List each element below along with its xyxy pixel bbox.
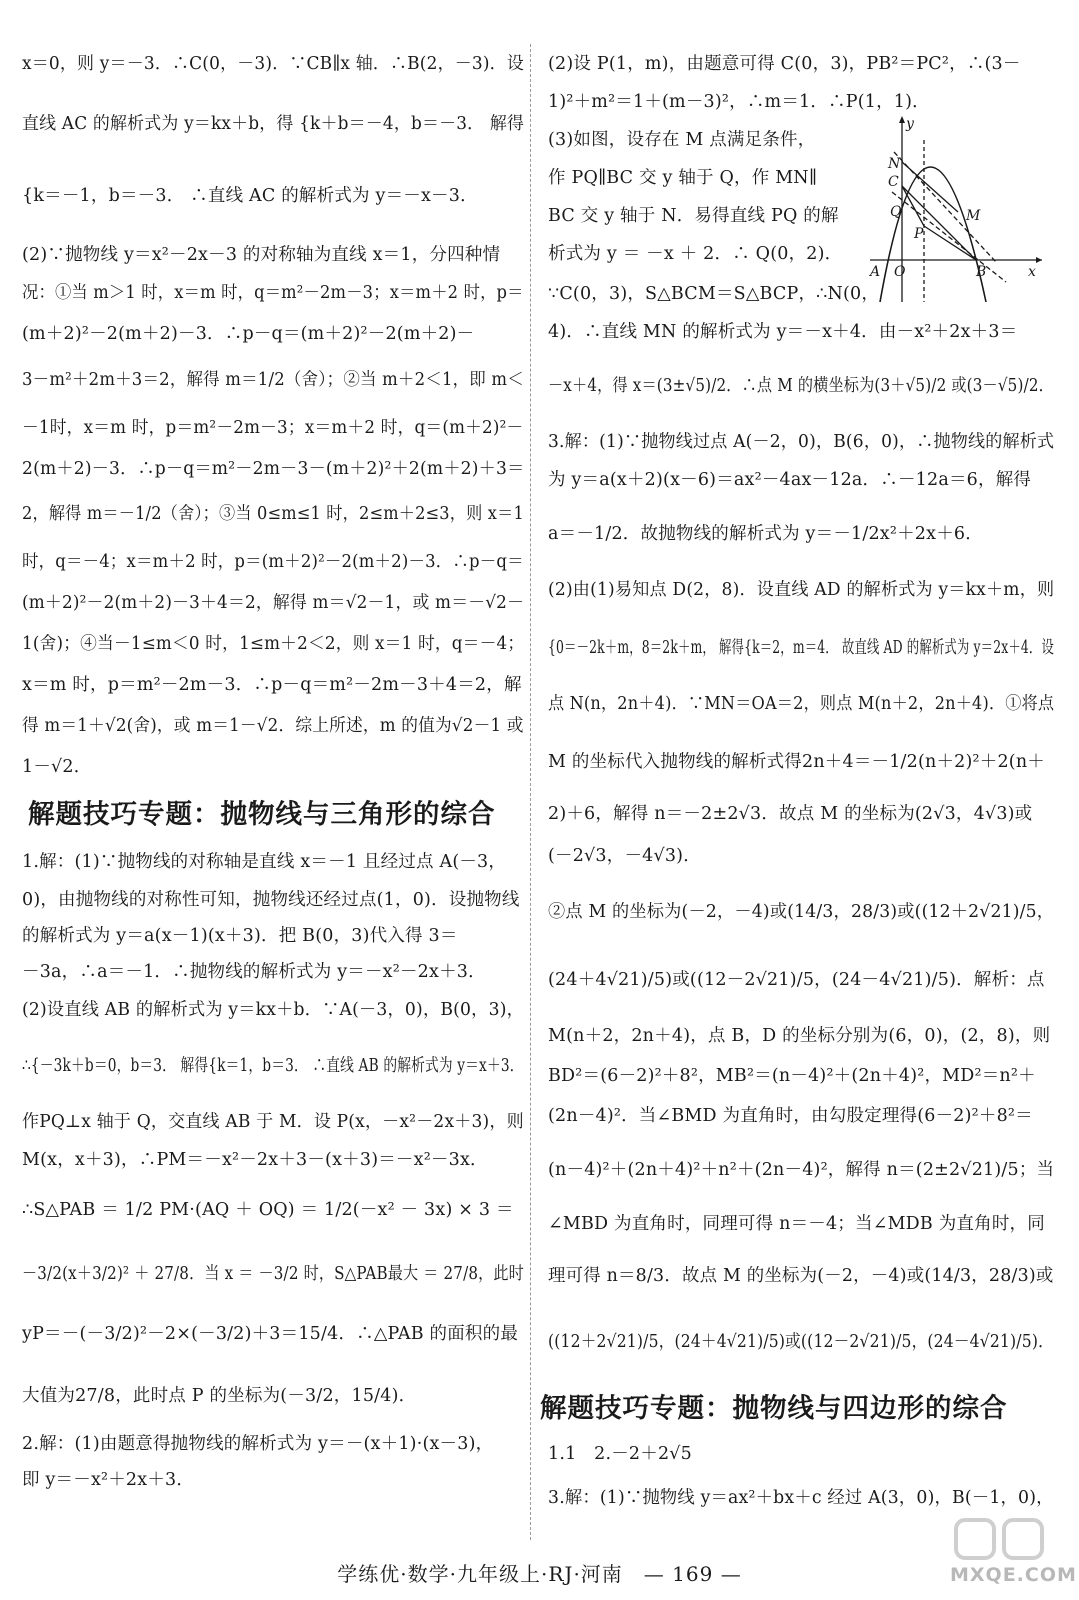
text-line: ②点 M 的坐标为(－2，－4)或(14/3，28/3)或((12＋2√21)/5， [548, 902, 1055, 922]
text-line: 1(舍)；④当－1≤m＜0 时，1≤m＋2＜2，则 x＝1 时，q＝－4； [22, 634, 525, 654]
text-line: 4)．∴直线 MN 的解析式为 y＝－x＋4．由－x²＋2x＋3＝ [548, 322, 1018, 342]
text-line: 大值为27/8，此时点 P 的坐标为(－3/2，15/4)． [22, 1386, 417, 1406]
text-line: BD²＝(6－2)²＋8²，MB²＝(n－4)²＋(2n＋4)²，MD²＝n²＋ [548, 1066, 1036, 1086]
text-line: 理可得 n＝8/3．故点 M 的坐标为(－2，－4)或(14/3，28/3)或 [548, 1266, 1054, 1286]
watermark [950, 1514, 1077, 1596]
text-line: ((12＋2√21)/5，(24＋4√21)/5)或((12－2√21)/5，(24－4√21)/5)． [548, 1332, 1054, 1352]
text-line: (2)∵抛物线 y＝x²－2x－3 的对称轴为直线 x＝1，分四种情 [22, 245, 501, 265]
label-x: x [1028, 264, 1036, 280]
text-line: M 的坐标代入抛物线的解析式得2n＋4＝－1/2(n＋2)²＋2(n＋ [548, 752, 1045, 772]
label-b: B [976, 264, 987, 280]
text-line: 2(m＋2)－3．∴p－q＝m²－2m－3－(m＋2)²＋2(m＋2)＋3＝ [22, 459, 525, 479]
segment-cp [902, 186, 924, 226]
text-line: －3/2(x＋3/2)² ＋ 27/8．当 x ＝ －3/2 时，S△PAB最大 ＝ 27/8，此时 [22, 1264, 524, 1284]
text-line: ∴S△PAB ＝ 1/2 PM·(AQ ＋ OQ) ＝ 1/2(－x² － 3x) × 3 ＝ [22, 1200, 514, 1220]
text-line: (2n－4)²．当∠BMD 为直角时，由勾股定理得(6－2)²＋8²＝ [548, 1106, 1033, 1126]
text-line: 3－m²＋2m＋3＝2，解得 m＝1/2（舍）；②当 m＋2＜1，即 m＜ [22, 370, 524, 390]
watermark-text: MXQE.COM [950, 1564, 1077, 1586]
text-line: 3.解：(1)∵抛物线过点 A(－2，0)，B(6，0)，∴抛物线的解析式 [548, 432, 1055, 452]
text-line: 作 PQ∥BC 交 y 轴于 Q，作 MN∥ [548, 168, 818, 188]
text-line: yP＝－(－3/2)²－2×(－3/2)＋3＝15/4．∴△PAB 的面积的最 [22, 1324, 519, 1344]
text-line: 2)＋6，解得 n＝－2±2√3．故点 M 的坐标为(2√3，4√3)或 [548, 804, 1033, 824]
text-line: x＝m 时，p＝m²－2m－3．∴p－q＝m²－2m－3＋4＝2，解 [22, 675, 522, 695]
text-line: 2，解得 m＝－1/2（舍）；③当 0≤m≤1 时，2≤m＋2≤3，则 x＝1 [22, 504, 524, 524]
text-line: (24＋4√21)/5)或((12－2√21)/5，(24－4√21)/5)．解析：点 [548, 970, 1045, 990]
text-line: 作PQ⊥x 轴于 Q，交直线 AB 于 M．设 P(x，－x²－2x＋3)，则 [22, 1112, 524, 1132]
watermark-logo-icon [950, 1514, 1050, 1564]
text-line: (2)设 P(1，m)，由题意可得 C(0，3)，PB²＝PC²，∴(3－ [548, 54, 1021, 74]
label-p: P [914, 226, 924, 242]
text-line: ∵C(0，3)，S△BCM＝S△BCP，∴N(0， [548, 284, 880, 304]
text-line: (2)由(1)易知点 D(2，8)．设直线 AD 的解析式为 y＝kx＋m，则 [548, 580, 1055, 600]
text-line: 1.解：(1)∵抛物线的对称轴是直线 x＝－1 且经过点 A(－3， [22, 852, 507, 872]
text-line: (2)设直线 AB 的解析式为 y＝kx＋b．∵A(－3，0)，B(0，3)， [22, 1000, 524, 1020]
text-line: 0)，由抛物线的对称性可知，抛物线还经过点(1，0)．设抛物线 [22, 890, 520, 910]
section-title: 解题技巧专题：抛物线与四边形的综合 [540, 1393, 1008, 1424]
column-divider [530, 44, 531, 1540]
text-line: 即 y＝－x²＋2x＋3． [22, 1470, 195, 1490]
text-line: {k＝－1，b＝－3． ∴直线 AC 的解析式为 y＝－x－3． [22, 186, 478, 206]
label-o: O [894, 264, 906, 280]
text-line: －1时，x＝m 时，p＝m²－2m－3；x＝m＋2 时，q＝(m＋2)²－ [22, 418, 524, 438]
label-a: A [870, 264, 881, 280]
text-line: a＝－1/2．故抛物线的解析式为 y＝－1/2x²＋2x＋6． [548, 524, 983, 544]
y-axis-arrow [899, 116, 905, 123]
text-line: 1)²＋m²＝1＋(m－3)²，∴m＝1．∴P(1，1)． [548, 92, 930, 112]
label-n: N [888, 156, 901, 172]
text-line: x＝0，则 y＝－3．∴C(0，－3)．∵CB∥x 轴．∴B(2，－3)．设 [22, 54, 524, 74]
text-line: 时，q＝－4；x＝m＋2 时，p＝(m＋2)²－2(m＋2)－3．∴p－q＝ [22, 552, 524, 572]
x-axis-arrow [1036, 257, 1042, 263]
text-line: (m＋2)²－2(m＋2)－3＋4＝2，解得 m＝√2－1，或 m＝－√2－ [22, 593, 525, 613]
text-line: 1.1 2.－2＋2√5 [548, 1444, 692, 1464]
text-line: (m＋2)²－2(m＋2)－3．∴p－q＝(m＋2)²－2(m＋2)－ [22, 324, 475, 344]
text-line: M(x，x＋3)，∴PM＝－x²－2x＋3－(x＋3)＝－x²－3x． [22, 1150, 488, 1170]
text-line: (n－4)²＋(2n＋4)²＋n²＋(2n－4)²，解得 n＝(2±2√21)/5；当 [548, 1160, 1055, 1180]
text-line: 点 N(n，2n＋4)．∵MN＝OA＝2，则点 M(n＋2，2n＋4)．①将点 [548, 694, 1055, 714]
text-line: －3a，∴a＝－1．∴抛物线的解析式为 y＝－x²－2x＋3． [22, 962, 486, 982]
text-line: (3)如图，设存在 M 点满足条件， [548, 130, 816, 150]
text-line: (－2√3，－4√3)． [548, 846, 701, 866]
text-line: 得 m＝1＋√2(舍)，或 m＝1－√2．综上所述，m 的值为√2－1 或 [22, 716, 524, 736]
text-line: 析式为 y ＝ －x ＋ 2．∴ Q(0，2)． [548, 244, 843, 264]
text-line: M(n＋2，2n＋4)，点 B，D 的坐标分别为(6，0)，(2，8)，则 [548, 1026, 1051, 1046]
line-pq [892, 192, 1006, 282]
text-line: 3.解：(1)∵抛物线 y＝ax²＋bx＋c 经过 A(3，0)，B(－1，0)， [548, 1488, 1054, 1508]
text-line: ∴{－3k＋b＝0，b＝3． 解得{k＝1，b＝3． ∴直线 AB 的解析式为 y＝x＋3． [22, 1056, 524, 1076]
text-line: ∠MBD 为直角时，同理可得 n＝－4；当∠MDB 为直角时，同 [548, 1214, 1045, 1234]
text-line: 直线 AC 的解析式为 y＝kx＋b，得 {k＋b＝－4，b＝－3． 解得 [22, 114, 525, 134]
parabola-figure [866, 112, 1046, 304]
text-line: {0＝－2k＋m，8＝2k＋m， 解得{k＝2，m＝4． 故直线 AD 的解析式为 y＝2x＋4．设 [548, 638, 1054, 658]
text-line: 的解析式为 y＝a(x－1)(x＋3)．把 B(0，3)代入得 3＝ [22, 926, 458, 946]
text-line: 为 y＝a(x＋2)(x－6)＝ax²－4ax－12a．∴－12a＝6，解得 [548, 470, 1032, 490]
label-m: M [966, 208, 981, 224]
text-line: 2.解：(1)由题意得抛物线的解析式为 y＝－(x＋1)·(x－3)， [22, 1434, 494, 1454]
text-line: 1－√2． [22, 757, 92, 777]
label-q: Q [890, 204, 902, 220]
label-y: y [906, 116, 914, 132]
label-c: C [888, 174, 899, 190]
text-line: 况：①当 m＞1 时，x＝m 时，q＝m²－2m－3；x＝m＋2 时，p＝ [22, 283, 524, 303]
page-footer: 学练优·数学·九年级上·RJ·河南 — 169 — [337, 1562, 742, 1586]
text-line: BC 交 y 轴于 N．易得直线 PQ 的解 [548, 206, 839, 226]
section-title: 解题技巧专题：抛物线与三角形的综合 [28, 799, 496, 830]
text-line: －x＋4，得 x＝(3±√5)/2．∴点 M 的横坐标为(3＋√5)/2 或(3－√5)/2． [548, 376, 1054, 396]
